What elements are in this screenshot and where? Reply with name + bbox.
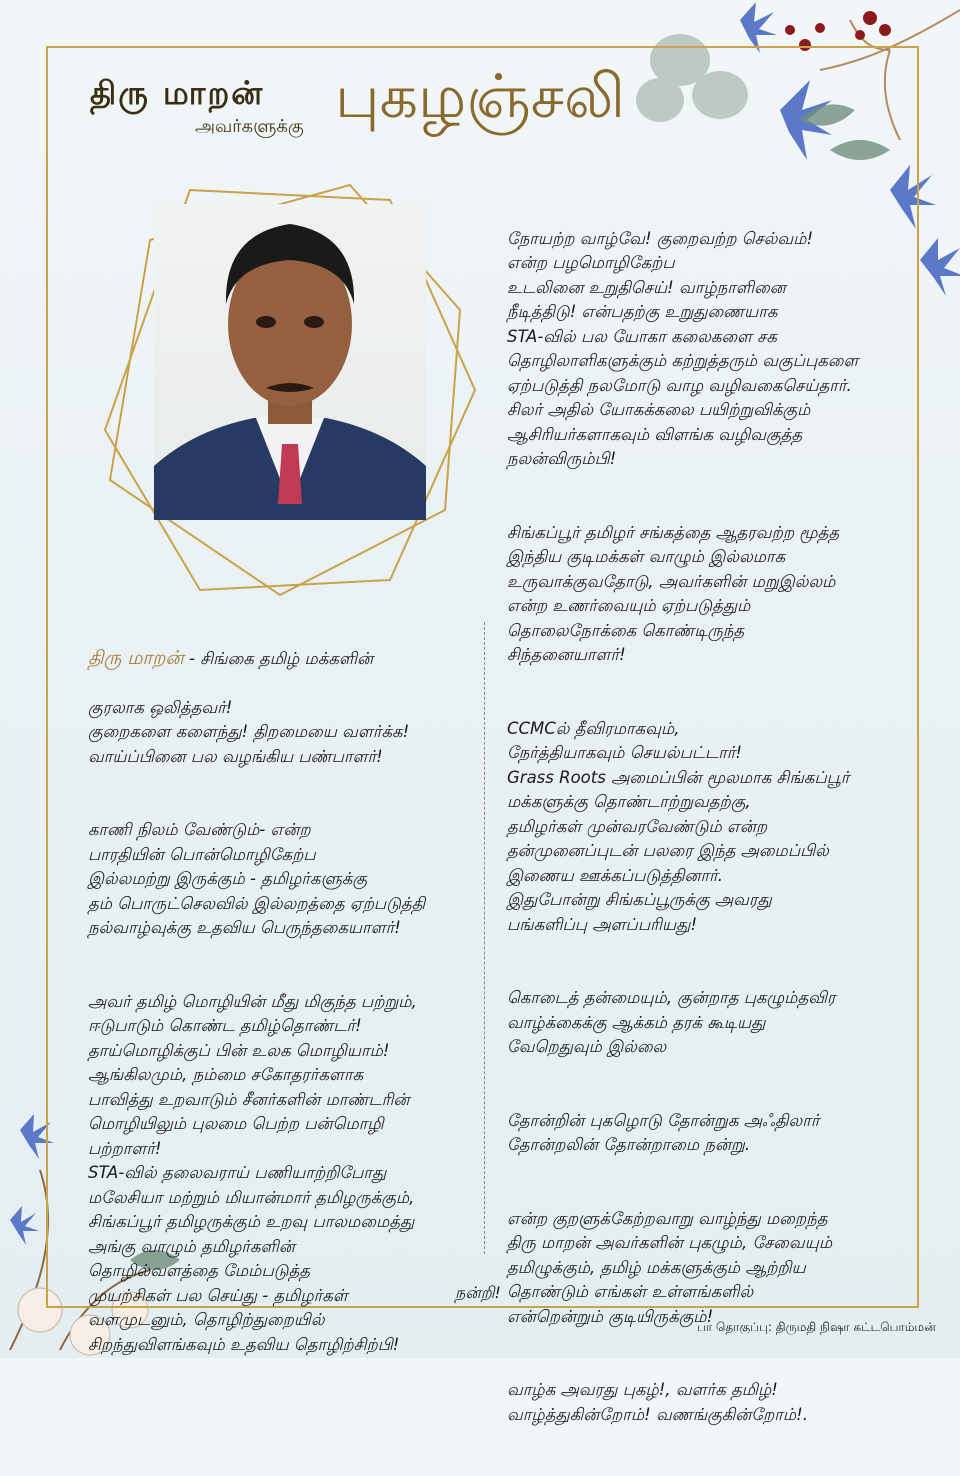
lead-honoree-name: திரு மாறன்: [88, 646, 184, 669]
right-paragraph-1: நோயற்ற வாழ்வே! குறைவற்ற செல்வம்! என்ற பழமொழிகேற்ப உடலினை உறுதிசெய்! வாழ்நாளினை நீடித்திடு! என்பதற்கு உறுதுணையாக STA-வில் பல யோகா கலைகளை சக தொழிலாளிகளுக்கும் கற்றுத்தரும் வகுப்புகளை ஏற்படுத்தி நலமோடு வாழ வழிவகைசெய்தார். சிலர் அதில் யோகக்கலை பயிற்றுவிக்கும் ஆசிரியர்களாகவும் விளங்க வழிவகுத்த நலன்விரும்பி!: [507, 228, 859, 468]
author-credit: பா தொகுப்பு: திருமதி நிஷா கட்டபொம்மன்: [697, 1320, 936, 1334]
right-paragraph-5: தோன்றின் புகழொடு தோன்றுக அஃதிலார் தோன்றலின் தோன்றாமை நன்று.: [507, 1110, 820, 1154]
tribute-title: புகழஞ்சலி: [335, 62, 626, 132]
portrait-illustration: [154, 204, 426, 520]
right-paragraph-4: கொடைத் தன்மையும், குன்றாத புகழும்தவிர வாழ்க்கைக்கு ஆக்கம் தரக் கூடியது வேறெதுவும் இல்லை: [507, 988, 836, 1056]
right-column: [507, 202, 907, 1476]
right-paragraph-6: என்ற குறளுக்கேற்றவாறு வாழ்ந்து மறைந்த திரு மாறன் அவர்களின் புகழும், சேவையும் தமிழுக்கும், தமிழ் மக்களுக்கும் ஆற்றிய தொண்டும் எங்கள் உள்ளங்களில் என்றென்றும் குடியிருக்கும்!: [507, 1208, 833, 1326]
right-paragraph-7: வாழ்க அவரது புகழ்!, வளர்க தமிழ்! வாழ்த்துகின்றோம்! வணங்குகின்றோம்!.: [507, 1380, 808, 1424]
left-paragraph-1: குரலாக ஒலித்தவர்! குறைகளை களைந்து! திறமையை வளர்க்க! வாய்ப்பினை பல வழங்கிய பண்பாளர்!: [88, 697, 410, 766]
honorific-label: அவர்களுக்கு: [195, 116, 304, 137]
honoree-name-title: திரு மாறன்: [90, 74, 265, 112]
left-paragraph-2: காணி நிலம் வேண்டும்- என்ற பாரதியின் பொன்மொழிகேற்ப இல்லமற்று இருக்கும் - தமிழர்களுக்கு தம் பொருட்செலவில் இல்லறத்தை ஏற்படுத்தி நல்வாழ்வுக்கு உதவிய பெருந்தகையாளர்!: [88, 820, 426, 937]
right-paragraph-3: CCMCல் தீவிரமாகவும், நேர்த்தியாகவும் செயல்பட்டார்! Grass Roots அமைப்பின் மூலமாக சிங்கப்பூர் மக்களுக்கு தொண்டாற்றுவதற்கு, தமிழர்கள் முன்வரவேண்டும் என்ற தன்முனைப்புடன் பலரை இந்த அமைப்பில் இணைய ஊக்கப்படுத்தினார். இதுபோன்று சிங்கப்பூருக்கு அவரது பங்களிப்பு அளப்பரியது!: [507, 718, 850, 934]
left-lead-line: [88, 646, 483, 672]
thanks-note: நன்றி!: [455, 1283, 501, 1302]
portrait-photo: [154, 204, 426, 520]
lead-line-rest: - சிங்கை தமிழ் மக்களின்: [183, 648, 374, 668]
left-column: [88, 621, 483, 1406]
right-paragraph-2: சிங்கப்பூர் தமிழர் சங்கத்தை ஆதரவற்ற மூத்த இந்திய குடிமக்கள் வாழும் இல்லமாக உருவாக்குவதோடு, அவர்களின் மறுஇல்லம் என்ற உணர்வையும் ஏற்படுத்தும் தொலைநோக்கை கொண்டிருந்த சிந்தனையாளர்!: [507, 522, 840, 664]
column-divider: [484, 622, 485, 1254]
left-paragraph-3: அவர் தமிழ் மொழியின் மீது மிகுந்த பற்றும், ஈடுபாடும் கொண்ட தமிழ்தொண்டர்! தாய்மொழிக்குப் பின் உலக மொழியாம்! ஆங்கிலமும், நம்மை சகோதரர்களாக பாவித்து உறவாடும் சீனர்களின் மாண்டரின் மொழியிலும் புலமை பெற்ற பன்மொழி பற்றாளர்! STA-வில் தலைவராய் பணியாற்றிபோது மலேசியா மற்றும் மியான்மார் தமிழருக்கும், சிங்கப்பூர் தமிழருக்கும் உறவு பாலமமைத்து அங்கு வாழும் தமிழர்களின் தொழில்வளத்தை மேம்படுத்த முயற்சிகள் பல செய்து - தமிழர்கள் வளமுடனும், தொழிற்துறையில் சிறந்துவிளங்கவும் உதவிய தொழிற்சிற்பி!: [88, 991, 417, 1354]
